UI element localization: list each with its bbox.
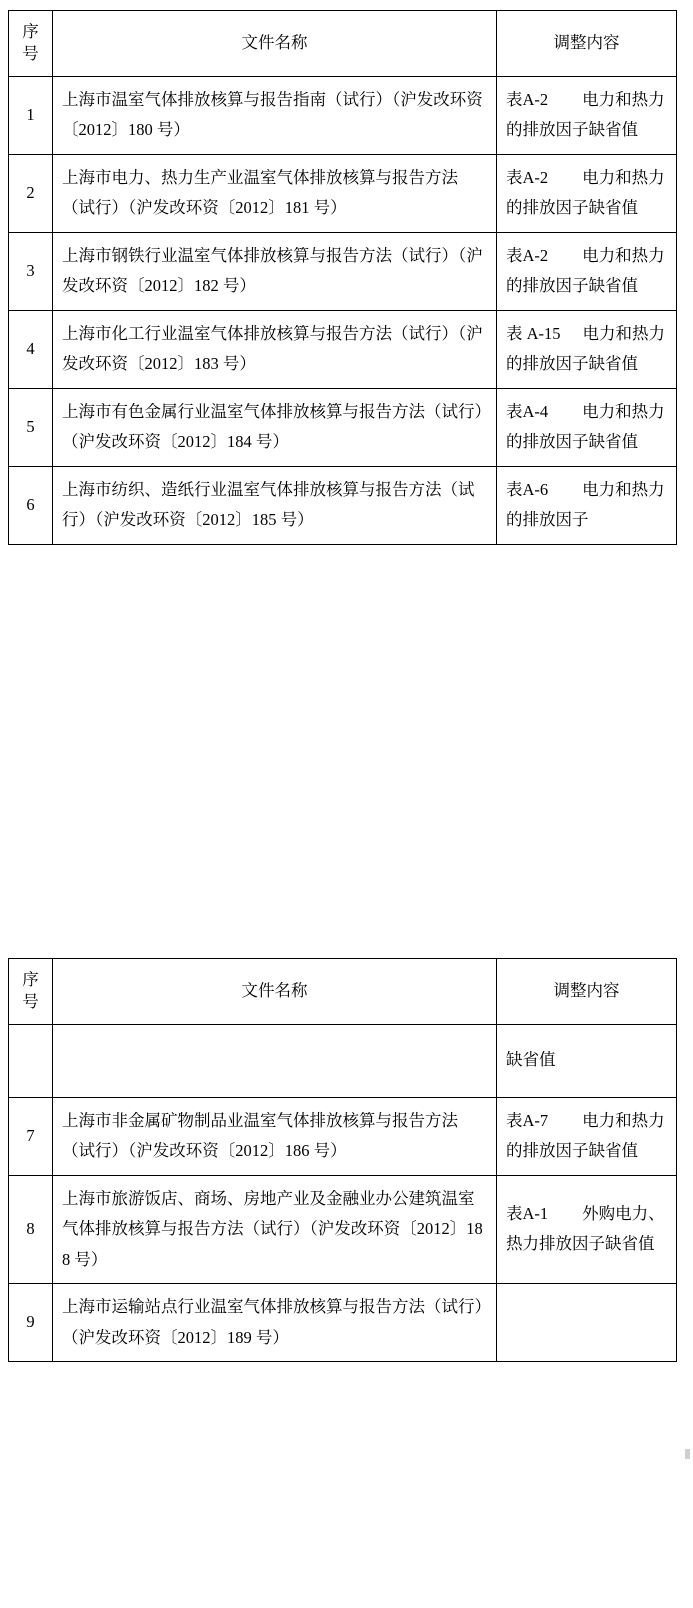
row-adjustment-line2: 电力和热力的排放因子缺省值 <box>506 401 665 452</box>
row-adjustment <box>497 1024 677 1097</box>
row-adjustment-line2: 电力和热力的排放因子缺省值 <box>506 1110 665 1161</box>
column-header-index <box>9 11 53 77</box>
column-header-file-name: 文件名称 <box>53 959 497 1025</box>
row-adjustment-line1: 表A-6 <box>506 479 549 499</box>
table-part-2-container <box>0 958 677 1362</box>
row-file-name: 上海市有色金属行业温室气体排放核算与报告方法（试行）（沪发改环资〔2012〕184 号） <box>53 388 497 466</box>
column-header-file-name: 文件名称 <box>53 11 497 77</box>
row-index: 6 <box>9 466 53 544</box>
row-adjustment-line1: 表A-1 <box>506 1203 549 1223</box>
row-adjustment <box>497 154 677 232</box>
table-part-1 <box>8 10 677 545</box>
row-file-name: 上海市钢铁行业温室气体排放核算与报告方法（试行）（沪发改环资〔2012〕182 号） <box>53 232 497 310</box>
row-file-name: 上海市温室气体排放核算与报告指南（试行）（沪发改环资〔2012〕180 号） <box>53 76 497 154</box>
table-row <box>9 310 677 388</box>
row-adjustment-line2: 电力和热力的排放因子缺省值 <box>506 323 666 374</box>
row-adjustment-line2: 外购电力、热力排放因子缺省值 <box>506 1203 665 1254</box>
row-index: 2 <box>9 154 53 232</box>
column-header-index-line2: 号 <box>22 992 39 1012</box>
table-row <box>9 388 677 466</box>
row-adjustment-line1: 缺省值 <box>506 1050 556 1070</box>
table-part-1-container <box>0 10 677 545</box>
row-adjustment-line1: 表A-2 <box>506 167 549 187</box>
row-adjustment <box>497 232 677 310</box>
column-header-index-line1: 序 <box>22 970 39 989</box>
row-adjustment-line2: 电力和热力的排放因子缺省值 <box>506 167 665 218</box>
row-file-name: 上海市纺织、造纸行业温室气体排放核算与报告方法（试行）（沪发改环资〔2012〕185 号） <box>53 466 497 544</box>
row-index: 1 <box>9 76 53 154</box>
row-adjustment-line2: 电力和热力的排放因子 <box>506 479 665 530</box>
table-row <box>9 1175 677 1284</box>
page-edge-mark <box>685 1449 690 1459</box>
row-adjustment-line1: 表A-7 <box>506 1110 549 1130</box>
row-adjustment <box>497 1097 677 1175</box>
table-row <box>9 1284 677 1362</box>
column-header-adjustment: 调整内容 <box>497 11 677 77</box>
table-row <box>9 232 677 310</box>
row-adjustment-line2: 电力和热力的排放因子缺省值 <box>506 245 665 296</box>
row-index: 9 <box>9 1284 53 1362</box>
row-adjustment <box>497 466 677 544</box>
row-file-name: 上海市化工行业温室气体排放核算与报告方法（试行）（沪发改环资〔2012〕183 号） <box>53 310 497 388</box>
row-adjustment-line1: 表A-2 <box>506 245 549 265</box>
row-index <box>9 1024 53 1097</box>
row-file-name: 上海市电力、热力生产业温室气体排放核算与报告方法（试行）（沪发改环资〔2012〕181 号） <box>53 154 497 232</box>
row-adjustment <box>497 1175 677 1284</box>
column-header-adjustment: 调整内容 <box>497 959 677 1025</box>
column-header-index-line1: 序 <box>22 22 39 41</box>
row-adjustment <box>497 76 677 154</box>
row-adjustment-line1: 表A-2 <box>506 89 549 109</box>
row-file-name: 上海市非金属矿物制品业温室气体排放核算与报告方法（试行）（沪发改环资〔2012〕186 号） <box>53 1097 497 1175</box>
row-adjustment <box>497 310 677 388</box>
row-index: 7 <box>9 1097 53 1175</box>
table-part-2 <box>8 958 677 1362</box>
table-row <box>9 1024 677 1097</box>
table-row <box>9 154 677 232</box>
row-index: 5 <box>9 388 53 466</box>
row-index: 4 <box>9 310 53 388</box>
column-header-index-line2: 号 <box>22 44 39 64</box>
row-file-name <box>53 1024 497 1097</box>
row-file-name: 上海市旅游饭店、商场、房地产业及金融业办公建筑温室气体排放核算与报告方法（试行）（沪发改环资〔2012〕188 号） <box>53 1175 497 1284</box>
row-index: 3 <box>9 232 53 310</box>
table-header-row <box>9 959 677 1025</box>
row-adjustment-line2: 电力和热力的排放因子缺省值 <box>506 89 665 140</box>
table-row <box>9 1097 677 1175</box>
row-adjustment <box>497 1284 677 1362</box>
row-adjustment-line1: 表 A-15 <box>506 323 561 343</box>
column-header-index <box>9 959 53 1025</box>
row-file-name: 上海市运输站点行业温室气体排放核算与报告方法（试行）（沪发改环资〔2012〕189 号） <box>53 1284 497 1362</box>
row-adjustment <box>497 388 677 466</box>
row-adjustment-line1: 表A-4 <box>506 401 549 421</box>
table-row <box>9 466 677 544</box>
table-header-row <box>9 11 677 77</box>
row-index: 8 <box>9 1175 53 1284</box>
table-row <box>9 76 677 154</box>
